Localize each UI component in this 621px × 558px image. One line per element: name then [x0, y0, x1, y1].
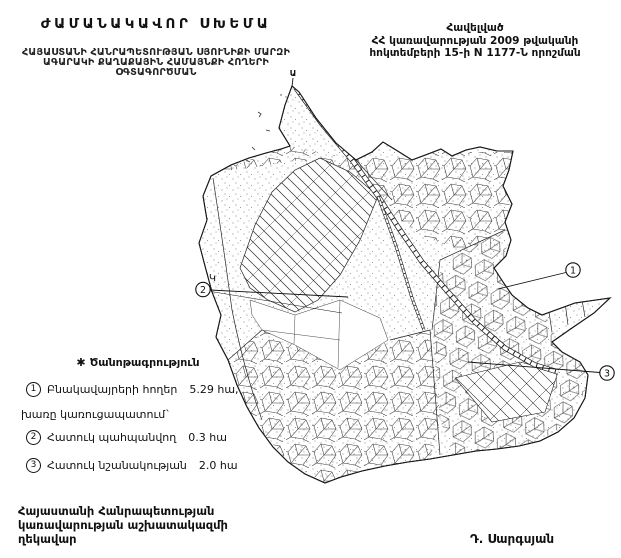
legend-item-2 [26, 430, 258, 445]
legend [18, 356, 258, 473]
annex-line-3: հոկտեմբերի 15-ի N 1177-Ն որոշման [369, 47, 581, 60]
legend-value-1: 5.29 հա, [189, 383, 239, 396]
callout-1 [498, 263, 580, 289]
legend-header [18, 356, 258, 369]
north-letter: Ա [289, 69, 297, 78]
legend-item-3 [26, 458, 258, 473]
legend-label-1: Բնակավայրերի հողեր [47, 383, 178, 396]
asterisk-icon: ✱ [76, 356, 86, 369]
signature-line-2: կառավարության աշխատակազմի [18, 517, 228, 532]
callout-1-number: 1 [569, 265, 577, 277]
subtitle-line-2: ԱԳԱՐԱԿԻ ՔԱՂԱՔԱՅԻՆ ՀԱՄԱՅՆՔԻ ՀՈՂԵՐԻ [43, 57, 269, 68]
legend-label-2: Հատուկ պահպանվող [47, 431, 177, 444]
legend-marker-1: 1 [26, 382, 41, 397]
map-letter-k: Կ [209, 273, 216, 284]
callout-2-number: 2 [199, 285, 207, 297]
subtitle-block [0, 48, 312, 78]
signer-name: Դ. Սարգսյան [470, 532, 555, 546]
subtitle-line-1: ՀԱՅԱՍՏԱՆԻ ՀԱՆՐԱՊԵՏՈՒԹՅԱՆ ՍՅՈՒՆԻՔԻ ՄԱՐԶԻ [21, 47, 291, 58]
signature-block [18, 505, 278, 546]
annex-line-2: ՀՀ կառավարության 2009 թվականի [371, 34, 579, 47]
legend-label-3: Հատուկ նշանակության [47, 459, 187, 472]
legend-value-3: 2.0 հա [198, 459, 238, 472]
legend-marker-3: 3 [26, 458, 41, 473]
callout-3-number: 3 [603, 368, 611, 380]
page-title: ԺԱՄԱՆԱԿԱՎՈՐ ՍԽԵՄԱ [40, 16, 272, 32]
annex-reference-block [332, 22, 618, 60]
parcel-zone-east [432, 230, 590, 455]
subtitle-line-3: ՕԳՏԱԳՈՐԾՄԱՆ [115, 67, 197, 78]
legend-marker-2: 2 [26, 430, 41, 445]
title-block [0, 16, 312, 32]
annex-line-1: Հավելված [446, 22, 504, 34]
legend-value-2: 0.3 հա [188, 431, 227, 444]
signature-line-3: ղեկավար [18, 531, 77, 546]
legend-item-1 [26, 382, 258, 397]
legend-title: Ծանոթագրություն [89, 356, 200, 369]
legend-note-1: խառը կառուցապատում` [21, 408, 171, 421]
signature-line-1: Հայաստանի Հանրապետության [18, 504, 215, 518]
